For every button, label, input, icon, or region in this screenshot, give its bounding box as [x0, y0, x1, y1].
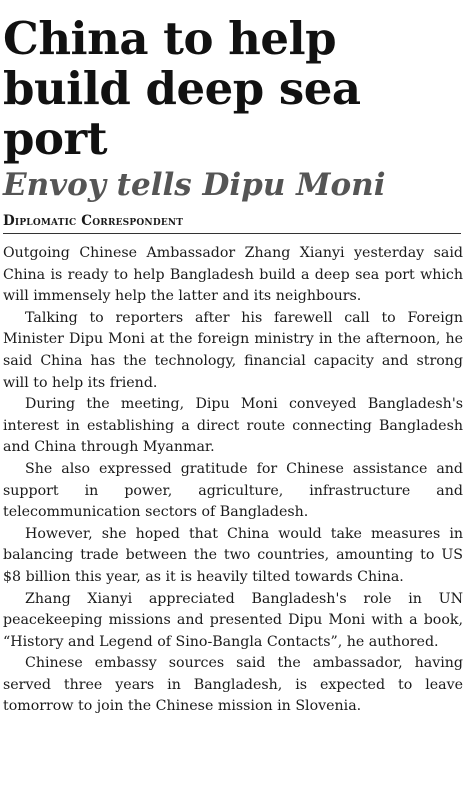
- article-paragraph: Outgoing Chinese Ambassador Zhang Xianyi yesterday said China is ready to help Bangladesh build a deep sea port which will immensely help the latter and its neighbours.: [3, 245, 463, 305]
- article-paragraph: Talking to reporters after his farewell call to Foreign Minister Dipu Moni at the foreign ministry in the afternoon, he said China has the technology, financial capacity and strong will to help its friend.: [3, 309, 463, 391]
- article-paragraph: However, she hoped that China would take measures in balancing trade between the two countries, amounting to US $8 billion this year, as it is heavily tilted towards China.: [3, 525, 463, 585]
- article-subheadline: Envoy tells Dipu Moni: [3, 167, 386, 203]
- article-paragraph: She also expressed gratitude for Chinese assistance and support in power, agriculture, infrastructure and telecommunication sectors of Bangladesh.: [3, 460, 463, 521]
- article-paragraph: During the meeting, Dipu Moni conveyed Bangladesh's interest in establishing a direct route connecting Bangladesh and China through Myanmar.: [3, 396, 463, 456]
- byline-divider: [3, 233, 461, 234]
- article-byline: Diplomatic Correspondent: [3, 213, 184, 229]
- article-paragraph: Zhang Xianyi appreciated Bangladesh's role in UN peacekeeping missions and presented Dipu Moni with a book, “History and Legend of Sino-Bangla Contacts”, he authored.: [3, 590, 463, 650]
- article-body: [3, 243, 463, 718]
- article-paragraph: Chinese embassy sources said the ambassador, having served three years in Bangladesh, is expected to leave tomorrow to join the Chinese mission in Slovenia.: [3, 655, 463, 715]
- news-article: [3, 14, 463, 718]
- article-headline: China to help build deep sea port: [3, 12, 361, 165]
